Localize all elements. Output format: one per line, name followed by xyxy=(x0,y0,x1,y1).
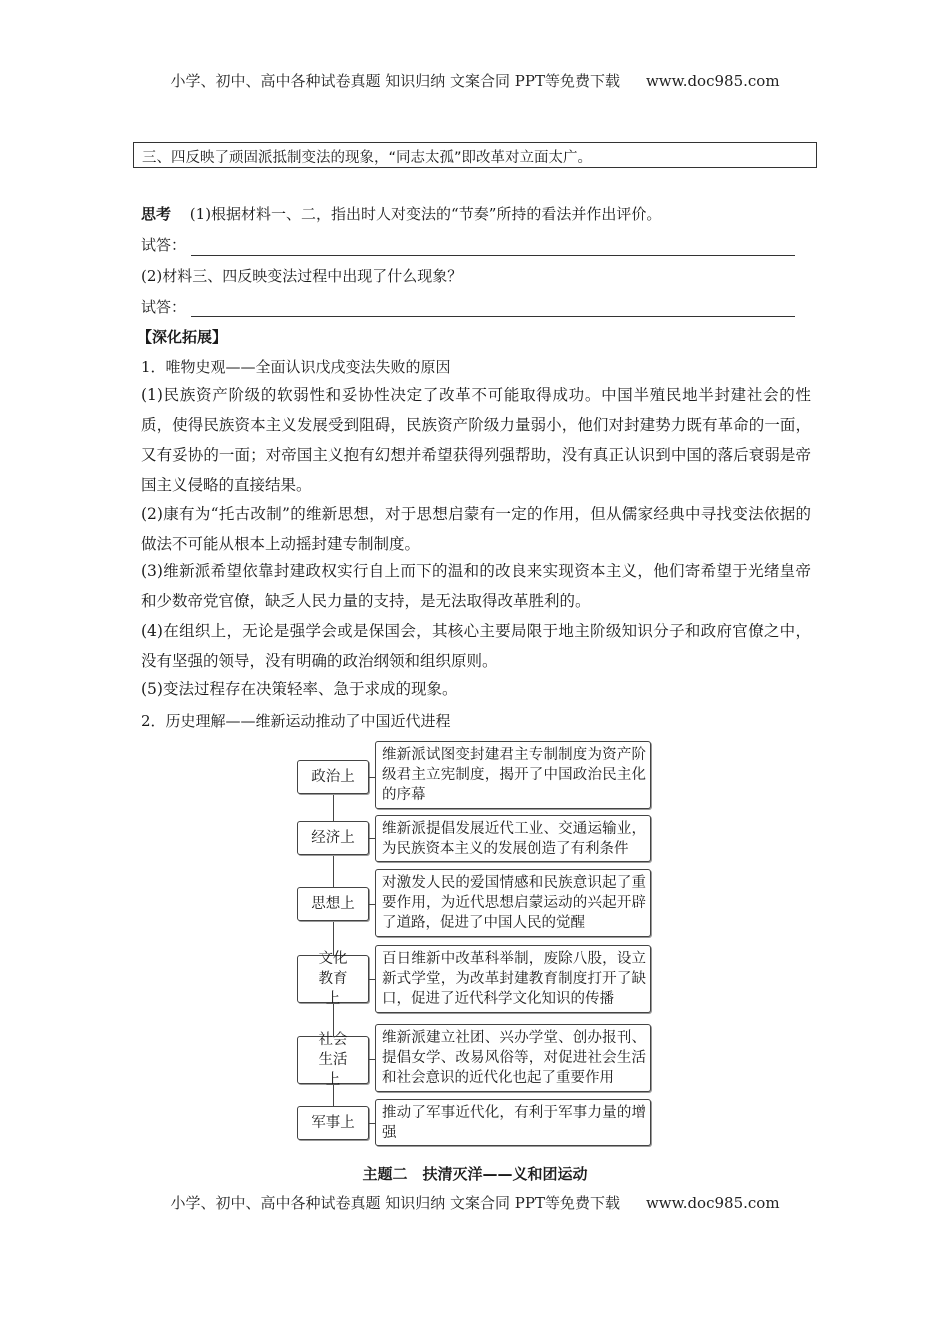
diagram-content-economy: 维新派提倡发展近代工业、交通运输业，为民族资本主义的发展创造了有利条件 xyxy=(375,815,651,862)
deepen-title: 【深化拓展】 xyxy=(137,328,228,346)
paragraph-3: (3)维新派希望依靠封建政权实行自上而下的温和的改良来实现资本主义，他们寄希望于光绪皇帝和少数帝党官僚，缺乏人民力量的支持，是无法取得改革胜利的。 xyxy=(141,562,811,610)
paragraph-4: (4)在组织上，无论是强学会或是保国会，其核心主要局限于地主阶级知识分子和政府官僚之中，没有坚强的领导，没有明确的政治纲领和组织原则。 xyxy=(141,622,811,670)
diagram-label-thought: 思想上 xyxy=(297,887,369,921)
diagram-label-culture: 文化教育上 xyxy=(297,955,369,1003)
think-q1-line xyxy=(141,203,661,224)
diagram-label-military: 军事上 xyxy=(297,1106,369,1140)
think-q1: (1)根据材料一、二，指出时人对变法的“节奏”所持的看法并作出评价。 xyxy=(189,205,662,223)
answer-line-2[interactable] xyxy=(191,315,795,317)
paragraph-5: (5)变法过程存在决策轻率、急于求成的现象。 xyxy=(141,680,458,698)
diagram-content-military: 推动了军事近代化，有利于军事力量的增强 xyxy=(375,1099,651,1146)
header-site[interactable]: www.doc985.com xyxy=(645,72,780,90)
page-header xyxy=(0,70,950,91)
diagram-label-society: 社会生活上 xyxy=(297,1036,369,1084)
think-label: 思考 xyxy=(141,205,172,223)
footer-text: 小学、初中、高中各种试卷真题 知识归纳 文案合同 PPT等免费下载 xyxy=(170,1194,620,1212)
header-text: 小学、初中、高中各种试卷真题 知识归纳 文案合同 PPT等免费下载 xyxy=(170,72,620,90)
answer-label-2: 试答： xyxy=(141,298,187,316)
section-heading-1: 1．唯物史观——全面认识戊戌变法失败的原因 xyxy=(141,358,451,376)
page-footer xyxy=(0,1192,950,1213)
paragraph-1: (1)民族资产阶级的软弱性和妥协性决定了改革不可能取得成功。中国半殖民地半封建社会的性质，使得民族资本主义发展受到阻碍，民族资产阶级力量弱小，他们对封建势力既有革命的一面，又有妥协的一面；对帝国主义抱有幻想并希望获得列强帮助，没有真正认识到中国的落后衰弱是帝国主义侵略的直接结果。 xyxy=(141,386,811,494)
answer-line-1[interactable] xyxy=(191,254,795,256)
answer-label-1: 试答： xyxy=(141,236,187,254)
influence-diagram xyxy=(297,740,657,1150)
think-q2: (2)材料三、四反映变法过程中出现了什么现象？ xyxy=(141,267,463,285)
paragraph-2: (2)康有为“托古改制”的维新思想，对于思想启蒙有一定的作用，但从儒家经典中寻找变法依据的做法不可能从根本上动摇封建专制制度。 xyxy=(141,505,811,553)
boxed-note: 三、四反映了顽固派抵制变法的现象，“同志太孤”即改革对立面太广。 xyxy=(133,142,817,168)
diagram-content-culture: 百日维新中改革科举制，废除八股，设立新式学堂，为改革封建教育制度打开了缺口，促进了近代科学文化知识的传播 xyxy=(375,945,651,1013)
diagram-content-politics: 维新派试图变封建君主专制制度为资产阶级君主立宪制度，揭开了中国政治民主化的序幕 xyxy=(375,741,651,809)
diagram-label-economy: 经济上 xyxy=(297,821,369,855)
diagram-label-politics: 政治上 xyxy=(297,760,369,794)
diagram-content-thought: 对激发人民的爱国情感和民族意识起了重要作用，为近代思想启蒙运动的兴起开辟了道路，促进了中国人民的觉醒 xyxy=(375,869,651,937)
diagram-content-society: 维新派建立社团、兴办学堂、创办报刊、提倡女学、改易风俗等，对促进社会生活和社会意识的近代化也起了重要作用 xyxy=(375,1024,651,1092)
footer-site[interactable]: www.doc985.com xyxy=(645,1194,780,1212)
section-heading-2: 2．历史理解——维新运动推动了中国近代进程 xyxy=(141,712,451,730)
next-topic-title: 主题二 扶清灭洋——义和团运动 xyxy=(362,1165,588,1183)
